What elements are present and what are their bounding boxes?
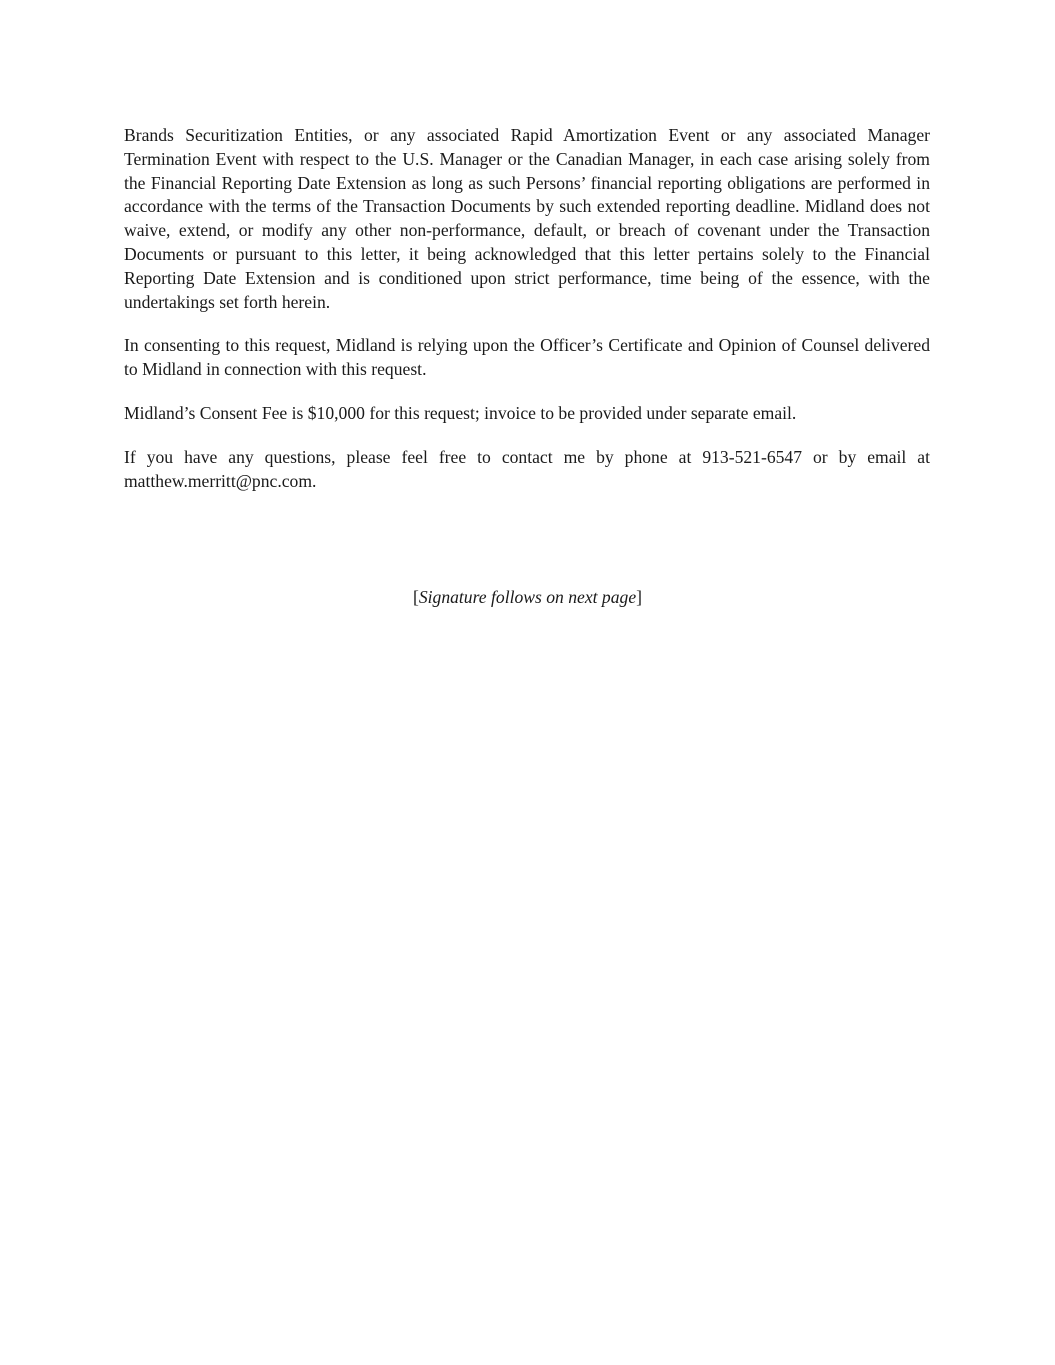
paragraph-consent-terms: Brands Securitization Entities, or any associated Rapid Amortization Event or any associated Manager Termination Event with respect to the U.S. Manager or the Canadian Manager, in each case arising solely from the Financial Reporting Date Extension as long as such Persons’ financial reporting obligations are performed in accordance with the terms of the Transaction Documents by such extended reporting deadline. Midland does not waive, extend, or modify any other non-performance, default, or breach of covenant under the Transaction Documents or pursuant to this letter, it being acknowledged that this letter pertains solely to the Financial Reporting Date Extension and is conditioned upon strict performance, time being of the essence, with the undertakings set forth herein. (124, 125, 930, 312)
paragraph-consent-fee: Midland’s Consent Fee is $10,000 for this request; invoice to be provided under separate email. (124, 402, 797, 423)
signature-note-open-bracket: [ (412, 587, 419, 607)
signature-note-close-bracket: ] (636, 587, 642, 607)
letter-body (124, 124, 930, 493)
paragraph-reliance: In consenting to this request, Midland is relying upon the Officer’s Certificate and Opinion of Counsel delivered to Midland in connection with this request. (124, 335, 930, 380)
signature-note-text: Signature follows on next page (418, 587, 637, 607)
paragraph-contact: If you have any questions, please feel free to contact me by phone at 913-521-6547 or by email at matthew.merritt@pnc.com. (124, 446, 930, 491)
signature-follows-note (0, 585, 1055, 609)
